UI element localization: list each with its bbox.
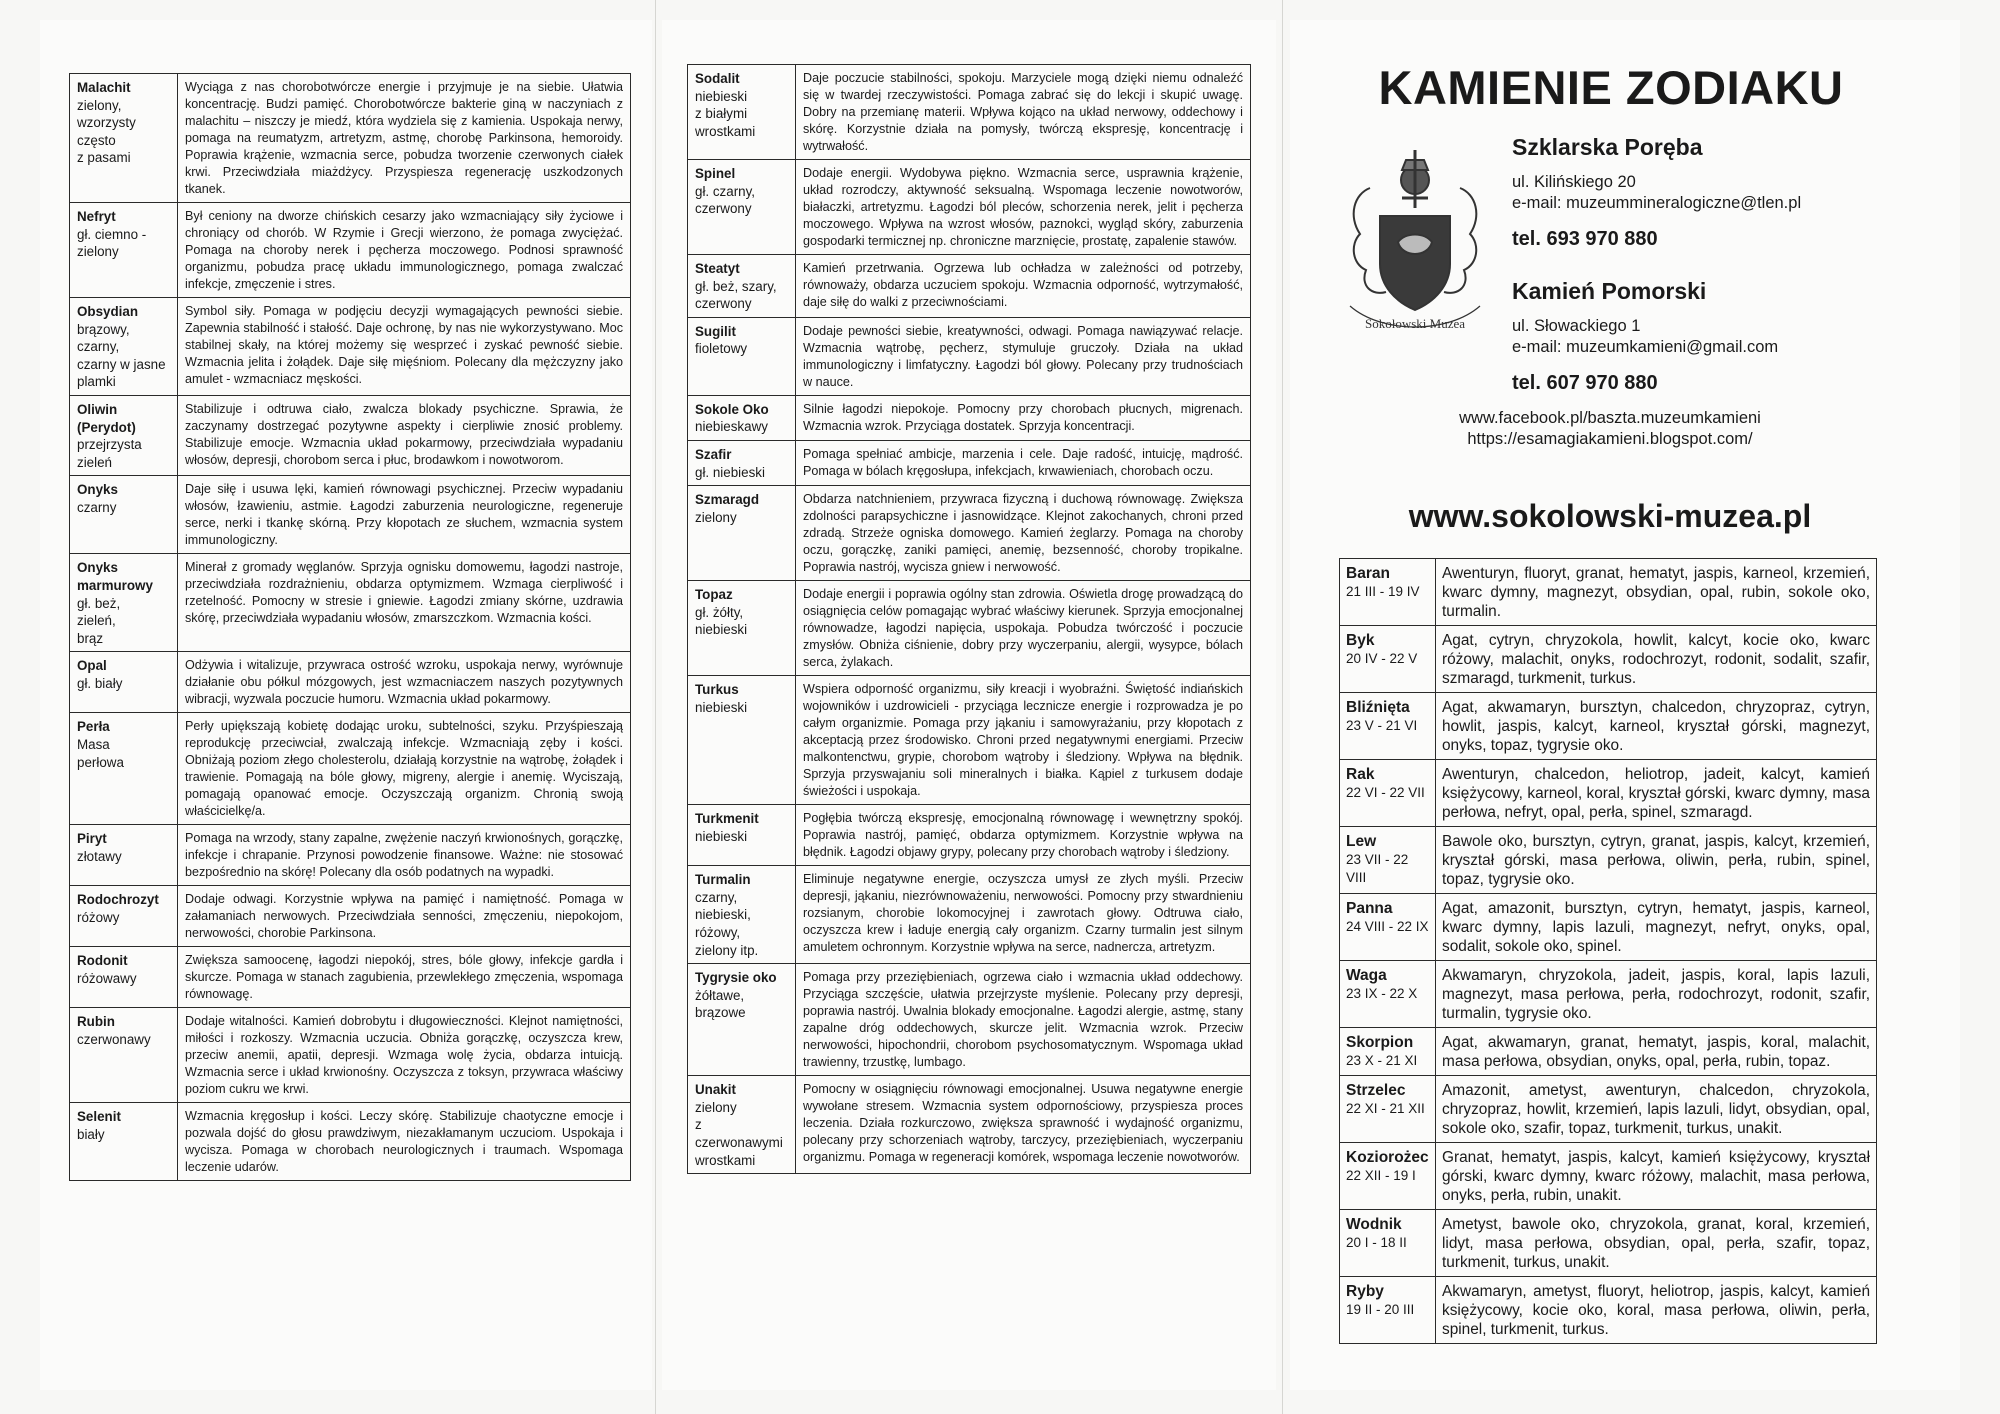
branch-name: Szklarska Poręba [1512, 134, 1703, 160]
branch-address: ul. Kilińskiego 20 [1512, 173, 1636, 191]
zodiac-sign-name: Bliźnięta [1346, 699, 1410, 716]
zodiac-sign-cell [1340, 760, 1436, 827]
zodiac-sign-dates: 20 I - 18 II [1346, 1235, 1407, 1250]
zodiac-sign-name: Waga [1346, 967, 1387, 984]
stone-color: niebieski [695, 828, 748, 844]
stone-row [688, 805, 1251, 866]
zodiac-sign-stones: Ametyst, bawole oko, chryzokola, granat, koral, krzemień, lidyt, masa perłowa, obsydian, opal, perła, szafir, topaz, turkmenit, turkus, unakit. [1436, 1210, 1877, 1277]
stone-name: Malachit [77, 80, 131, 95]
stones-table-left-body [70, 74, 631, 1181]
stone-name: Turmalin [695, 872, 751, 888]
stone-color: gł. czarny, czerwony [695, 183, 756, 217]
stones-table-left [69, 73, 631, 1181]
stone-row [70, 1008, 631, 1103]
fold-line-2 [1282, 0, 1283, 1414]
website-link[interactable]: www.sokolowski-muzea.pl [1408, 498, 1812, 534]
stone-description: Zwiększa samoocenę, łagodzi niepokój, stres, bóle głowy, infekcje gardła i skurcze. Pomaga w stanach zagubienia, przewlekłego zmęczenia, wspomaga równowagę. [178, 947, 631, 1008]
stone-name-cell [70, 476, 178, 554]
stone-description: Daje poczucie stabilności, spokoju. Marzyciele mogą dzięki niemu odnaleźć się w twardej rzeczywistości. Pomaga zabrać się do lekcji i skupić uwagę. Dobry na przemianę materii. Wpływa kojąco na układ nerwowy, oddechowy i skórę. Korzystnie działa na pomysły, twórczą ekspresję, koncentrację i wytrwałość. [796, 65, 1251, 160]
stone-name: Obsydian [77, 304, 139, 319]
stone-row [688, 317, 1251, 395]
zodiac-sign-stones: Agat, cytryn, chryzokola, howlit, kalcyt, kocie oko, kwarc różowy, malachit, onyks, rodochrozyt, rodonit, sodalit, szafir, szmaragd, turkmenit, turkus. [1436, 626, 1877, 693]
stone-description: Minerał z gromady węglanów. Sprzyja ognisku domowemu, łagodzi nastroje, przeciwdziała rozdrażnieniu, obdarza optymizmem. Wzmaga cierpliwość i rzetelność. Pomocny w stresie i gniewie. Łagodzi zmiany skórne, uzdrawia skórę, przeciwdziała wypadaniu włosów, zmarszczkom. Wzmacnia kości. [178, 554, 631, 652]
stone-color: czerwonawy [77, 1031, 151, 1047]
stone-name: Opal [77, 658, 107, 674]
stone-name: Szmaragd [695, 492, 759, 508]
zodiac-sign-cell [1340, 1277, 1436, 1344]
zodiac-sign-dates: 23 X - 21 XI [1346, 1053, 1418, 1068]
stone-name: Steatyt [695, 261, 740, 276]
zodiac-sign-stones: Amazonit, ametyst, awenturyn, chalcedon, chryzokola, chryzopraz, howlit, krzemień, lapis lazuli, lidyt, obsydian, opal, sokole oko, szafir, topaz, turkmenit, turkus, unakit. [1436, 1076, 1877, 1143]
stone-name: Nefryt [77, 209, 116, 224]
stone-color: zielony, wzorzysty często z pasami [77, 97, 136, 166]
stone-color: biały [77, 1126, 105, 1142]
stone-description: Dodaje witalności. Kamień dobrobytu i długowieczności. Klejnot namiętności, miłości i rozkoszy. Wzmacnia uczucia. Obniża gorączkę, oczyszcza krew, przeciw anemii, apatii, depresji. Wzmaga wolę życia, obdarza intuicją. Wzmacnia serce i układ krwionośny. Oczyszcza z toksyn, przywraca właściwy poziom cukru we krwi. [178, 1008, 631, 1103]
stone-row [70, 713, 631, 825]
stone-description: Stabilizuje i odtruwa ciało, zwalcza blokady psychiczne. Sprawia, że zaczynamy dostrzegać pozytywne aspekty i cierpliwie znosić problemy. Stabilizuje emocje. Wzmacnia układ pokarmowy, przeciwdziała wypadaniu włosów, depresji, chorobom serca i płuc, brodawkom i nowotworom. [178, 395, 631, 475]
stone-description: Pomocny w osiągnięciu równowagi emocjonalnej. Usuwa negatywne energie wywołane stresem. Wzmacnia system odpornościowy, przyspiesza proces leczenia. Działa rozkurczowo, zwiększa sprawność i wydajność organizmu, polecany przy schorzeniach wątroby, tarczycy, przeziębieniach, wyczerpaniu organizmu. Pomaga w regeneracji komórek, wspomaga leczenie nowotworów. [796, 1076, 1251, 1174]
stone-row [688, 964, 1251, 1076]
stone-name-cell [688, 255, 796, 318]
zodiac-row [1340, 827, 1877, 894]
stone-row [688, 486, 1251, 581]
stone-description: Pomaga spełniać ambicje, marzenia i cele. Daje radość, intuicję, mądrość. Pomaga w bólach kręgosłupa, infekcjach, krwawieniach, chorobach oczu. [796, 440, 1251, 485]
stone-color: gł. biały [77, 675, 123, 691]
stone-description: Perły upiększają kobietę dodając uroku, subtelności, szyku. Przyśpieszają reprodukcję przeciwciał, zwalczają infekcje. Wzmacniają zęby i kości. Obniżają poziom złego cholesterolu, działają korzystnie na wątrobę, żołądek i trawienie. Pomagają na bóle głowy, migreny, alergie i anemię. Wyciszają, pomagają opanować emocje. Oczyszczają organizm. Chronią swoją właścicielkę/a. [178, 713, 631, 825]
facebook-link[interactable]: www.facebook.pl/baszta.muzeumkamieni [1459, 409, 1761, 427]
stone-name-cell [688, 581, 796, 676]
stone-color: fioletowy [695, 341, 748, 357]
zodiac-sign-stones: Awenturyn, chalcedon, heliotrop, jadeit, kalcyt, kamień księżycowy, karneol, koral, kryształ górski, kwarc dymny, masa perłowa, nefryt, opal, perła, spinel, szmaragd. [1436, 760, 1877, 827]
stone-description: Dodaje energii i poprawia ogólny stan zdrowia. Oświetla drogę prowadzącą do osiągnięcia celów pomagając wybrać właściwy kierunek. Sprzyja emocjonalnej równowadze, łagodzi napięcia, uspokaja. Pobudza twórczość i poczucie zmysłów. Obniża ciśnienie, dobry przy wyczerpaniu, alergii, wysypce, bólach serca, żylakach. [796, 581, 1251, 676]
stone-name-cell [70, 652, 178, 713]
branch-name: Kamień Pomorski [1512, 278, 1707, 304]
stone-row [70, 825, 631, 886]
stone-color: Masa perłowa [77, 736, 124, 770]
stone-description: Wspiera odporność organizmu, siły kreacji i wyobraźni. Świętość indiańskich wojowników i uzdrowicieli - przyciąga lecznicze energie i rozprowadza je po całym organizmie. Pomaga przy jąkaniu i samowyrażaniu, przy kłopotach z akceptacją przez środowisko. Chroni przed negatywnymi energiami. Przeciw malkontenctwu, grypie, chorobom wątroby i śledziony. Wpływa na błędnik. Sprzyja przyswajaniu soli mineralnych i białka. Kąpiel z turkusem dodaje świeżości i uspokaja. [796, 676, 1251, 805]
stone-row [688, 676, 1251, 805]
zodiac-sign-stones: Bawole oko, bursztyn, cytryn, granat, jaspis, kalcyt, krzemień, kryształ górski, masa perłowa, oliwin, perła, rubin, spinel, topaz, tygrysie oko. [1436, 827, 1877, 894]
stone-name: Oliwin (Perydot) [77, 401, 136, 435]
stones-table-middle-body [688, 65, 1251, 1174]
blog-link[interactable]: https://esamagiakamieni.blogspot.com/ [1467, 430, 1753, 448]
stone-name-cell [70, 825, 178, 886]
stone-name-cell [70, 298, 178, 396]
stone-name-cell [688, 395, 796, 440]
zodiac-row [1340, 1277, 1877, 1344]
stone-name-cell [688, 160, 796, 255]
stone-name: Szafir [695, 446, 732, 462]
branch-szklarska-poreba [1512, 132, 1801, 252]
zodiac-sign-stones: Awenturyn, fluoryt, granat, hematyt, jaspis, karneol, krzemień, kwarc dymny, magnezyt, obsydian, opal, rubin, sokole oko, turmalin. [1436, 559, 1877, 626]
zodiac-sign-cell [1340, 559, 1436, 626]
fold-line-1 [655, 0, 656, 1414]
zodiac-sign-dates: 20 IV - 22 V [1346, 651, 1418, 666]
stone-row [688, 65, 1251, 160]
zodiac-sign-stones: Agat, akwamaryn, bursztyn, chalcedon, chryzopraz, cytryn, howlit, jaspis, kalcyt, karneol, kryształ górski, magnezyt, onyks, topaz, tygrysie oko. [1436, 693, 1877, 760]
zodiac-sign-dates: 23 V - 21 VI [1346, 718, 1418, 733]
crest-text: Sokołowski Muzea [1364, 316, 1466, 331]
stone-name-cell [70, 395, 178, 475]
stone-name: Perła [77, 719, 110, 735]
zodiac-sign-dates: 24 VIII - 22 IX [1346, 919, 1429, 934]
stone-description: Pomaga na wrzody, stany zapalne, zwężenie naczyń krwionośnych, gorączkę, infekcje i chrapanie. Przynosi powodzenie finansowe. Ważne: nie stosować bezpośrednio na skórę! Polecany dla osób podatnych na wypadki. [178, 825, 631, 886]
stone-description: Był ceniony na dworze chińskich cesarzy jako wzmacniający siły życiowe i chroniący od chorób. W Rzymie i Grecji wierzono, że pomaga zwyciężać. Pomaga na choroby nerek i pęcherza moczowego. Podnosi sprawność organizmu, pobudza pracę układu immunologicznego, pomaga zwalczać infekcje, zmęczenie i stres. [178, 203, 631, 298]
stone-description: Daje siłę i usuwa lęki, kamień równowagi psychicznej. Przeciw wypadaniu włosów, łzawieniu, astmie. Łagodzi zaburzenia neurologiczne, regeneruje serce, nerki i tkankę skórną. Przy kłopotach ze słuchem, wzmacnia system immunologiczny. [178, 476, 631, 554]
stone-description: Eliminuje negatywne energie, oczyszcza umysł ze złych myśli. Przeciw depresji, jąkaniu, niezrównoważeniu, nerwowości. Pomocny przy stwardnieniu rozsianym, chorobie lokomocyjnej i zawrotach głowy. Odtruwa ciało, oczyszcza krew i ładuje energią cały organizm. Czarny turmalin jest silnym amuletem ochronnym. Korzystnie wpływa na serce, nadnercza, artretyzm. [796, 866, 1251, 964]
zodiac-sign-stones: Agat, akwamaryn, granat, hematyt, jaspis, koral, malachit, masa perłowa, obsydian, onyks, opal, perła, rubin, topaz. [1436, 1028, 1877, 1076]
stone-name-cell [70, 947, 178, 1008]
stone-name-cell [70, 203, 178, 298]
zodiac-row [1340, 1143, 1877, 1210]
zodiac-sign-name: Lew [1346, 833, 1377, 850]
stone-name: Selenit [77, 1109, 121, 1125]
zodiac-sign-dates: 23 VII - 22 VIII [1346, 852, 1409, 885]
zodiac-row [1340, 961, 1877, 1028]
zodiac-sign-name: Skorpion [1346, 1034, 1414, 1051]
zodiac-row [1340, 894, 1877, 961]
stone-name: Sokole Oko [695, 401, 769, 417]
stone-color: zielony z czerwonawymi wrostkami [695, 1099, 783, 1168]
stone-name-cell [688, 65, 796, 160]
stone-color: gł. ciemno - zielony [77, 226, 147, 260]
stone-row [688, 160, 1251, 255]
zodiac-sign-dates: 21 III - 19 IV [1346, 584, 1420, 599]
branch-phone[interactable]: tel. 607 970 880 [1512, 372, 1658, 394]
stone-color: niebieski z białymi wrostkami [695, 88, 756, 139]
stone-name: Sodalit [695, 71, 740, 86]
stone-name-cell [688, 866, 796, 964]
stone-color: niebieski [695, 699, 748, 715]
stone-row [688, 1076, 1251, 1174]
zodiac-sign-name: Panna [1346, 900, 1393, 917]
stone-description: Wyciąga z nas chorobotwórcze energie i przyjmuje je na siebie. Ułatwia koncentrację. Budzi pamięć. Chorobotwórcze bakterie giną w naczyniach z malachitu – niszczy je miedź, która wydziela się z kamienia. Uspokaja nerwy, pomaga na reumatyzm, artretyzm, astmę, chorobę Parkinsona, hemoroidy. Poprawia krążenie, wzmacnia serce, pobudza tworzenie czerwonych ciałek krwi. Przeciwdziała miażdżycy. Przyspiesza regenerację uszkodzonych tkanek. [178, 74, 631, 203]
stone-name: Piryt [77, 831, 107, 847]
stone-row [688, 440, 1251, 485]
stone-color: przejrzysta zieleń [77, 437, 142, 470]
zodiac-sign-cell [1340, 693, 1436, 760]
stone-name-cell [688, 486, 796, 581]
zodiac-sign-name: Ryby [1346, 1283, 1384, 1300]
social-links [1340, 408, 1880, 450]
stone-row [70, 74, 631, 203]
stone-row [70, 652, 631, 713]
stone-name: Turkmenit [695, 811, 759, 827]
zodiac-sign-dates: 19 II - 20 III [1346, 1302, 1415, 1317]
zodiac-row [1340, 760, 1877, 827]
stone-description: Pogłębia twórczą ekspresję, emocjonalną równowagę i wewnętrzny spokój. Poprawia nastrój, pamięć, obdarza optymizmem. Korzystnie wpływa na błędnik. Łagodzi objawy grypy, polecany przy chorobach wątroby i śledziony. [796, 805, 1251, 866]
branch-address: ul. Słowackiego 1 [1512, 317, 1641, 335]
stone-name-cell [70, 74, 178, 203]
stone-color: gł. niebieski [695, 464, 765, 480]
stone-row [70, 395, 631, 475]
stone-description: Pomaga przy przeziębieniach, ogrzewa ciało i wzmacnia układ oddechowy. Przyciąga szczęście, ułatwia przejrzyste myślenie. Polecany przy depresji, poprawia nastrój. Uwalnia blokady emocjonalne. Łagodzi alergie, astmę, stany zapalne dróg oddechowych, skurcze jelit. Wzmacnia wzrok. Przeciw nerwowości, hipochondrii, chorobom psychosomatycznym. Wspomaga układ trawienny, trzustkę, lumbago. [796, 964, 1251, 1076]
zodiac-sign-cell [1340, 1143, 1436, 1210]
brochure-title: KAMIENIE ZODIAKU [1378, 61, 1844, 114]
stone-color: różowawy [77, 970, 137, 986]
stone-description: Silnie łagodzi niepokoje. Pomocny przy chorobach płucnych, migrenach. Wzmacnia wzrok. Przyciąga dostatek. Sprzyja koncentracji. [796, 395, 1251, 440]
stone-description: Dodaje odwagi. Korzystnie wpływa na pamięć i namiętność. Pomaga w załamaniach nerwowych. Przeciwdziała senności, zmęczeniu, niepokojom, nerwowości, chorobie Parkinsona. [178, 886, 631, 947]
zodiac-row [1340, 626, 1877, 693]
branch-email[interactable]: e-mail: muzeumkamieni@gmail.com [1512, 338, 1779, 356]
zodiac-sign-stones: Agat, amazonit, bursztyn, cytryn, hematyt, jaspis, karneol, kwarc dymny, lapis lazuli, magnezyt, nefryt, onyks, opal, sodalit, sokole oko, spinel. [1436, 894, 1877, 961]
museum-crest-logo [1342, 146, 1488, 342]
zodiac-row [1340, 559, 1877, 626]
zodiac-row [1340, 693, 1877, 760]
stone-name-cell [688, 1076, 796, 1174]
branch-email[interactable]: e-mail: muzeummineralogiczne@tlen.pl [1512, 194, 1802, 212]
stone-row [70, 203, 631, 298]
stone-row [70, 886, 631, 947]
zodiac-sign-stones: Akwamaryn, chryzokola, jadeit, jaspis, koral, lapis lazuli, magnezyt, masa perłowa, perła, rodochrozyt, rodonit, szafir, turmalin, tygrysie oko. [1436, 961, 1877, 1028]
zodiac-sign-name: Byk [1346, 632, 1375, 649]
stone-name-cell [70, 554, 178, 652]
zodiac-sign-name: Wodnik [1346, 1216, 1402, 1233]
stone-color: różowy [77, 909, 120, 925]
stone-name-cell [688, 440, 796, 485]
zodiac-sign-cell [1340, 1028, 1436, 1076]
zodiac-sign-name: Strzelec [1346, 1082, 1406, 1099]
stone-color: czarny [77, 499, 117, 515]
zodiac-sign-name: Koziorożec [1346, 1149, 1429, 1166]
stone-color: gł. beż, szary, czerwony [695, 278, 777, 312]
stone-name-cell [70, 1103, 178, 1181]
zodiac-sign-stones: Granat, hematyt, jaspis, kalcyt, kamień księżycowy, kryształ górski, kwarc dymny, kwarc różowy, malachit, masa perłowa, onyks, perła, rubin, unakit. [1436, 1143, 1877, 1210]
zodiac-sign-cell [1340, 894, 1436, 961]
stone-name: Onyks marmurowy [77, 560, 153, 593]
stone-name: Tygrysie oko [695, 970, 777, 986]
stone-name: Sugilit [695, 323, 736, 339]
zodiac-table [1339, 558, 1877, 1344]
stone-name: Rodochrozyt [77, 892, 159, 908]
stone-name-cell [70, 1008, 178, 1103]
stone-color: gł. żółty, niebieski [695, 604, 748, 638]
stone-row [688, 581, 1251, 676]
zodiac-sign-cell [1340, 961, 1436, 1028]
stone-name-cell [688, 317, 796, 395]
zodiac-sign-dates: 22 XI - 21 XII [1346, 1101, 1425, 1116]
stone-row [70, 476, 631, 554]
stone-name-cell [70, 886, 178, 947]
stone-description: Dodaje pewności siebie, kreatywności, odwagi. Pomaga nawiązywać relacje. Wzmacnia wątrobę, pęcherz, stymuluje gruczoły. Działa na układ immunologiczny i limfatyczny. Łagodzi ból głowy. Polecany przy trudnościach w nauce. [796, 317, 1251, 395]
stone-color: złotawy [77, 848, 122, 864]
stone-color: niebieskawy [695, 419, 768, 435]
zodiac-sign-name: Baran [1346, 565, 1390, 582]
zodiac-sign-cell [1340, 827, 1436, 894]
branch-kamien-pomorski [1512, 276, 1778, 396]
stone-color: czarny, niebieski, różowy, zielony itp. [695, 889, 759, 958]
zodiac-sign-name: Rak [1346, 766, 1375, 783]
stone-color: zielony [695, 509, 737, 525]
stone-description: Odżywia i witalizuje, przywraca ostrość wzroku, uspokaja nerwy, wyrównuje działanie obu półkul mózgowych, jest wzmacniaczem naszych pozytywnych wibracji, wyzwala poczucie humoru. Wzmacnia układ pokarmowy. [178, 652, 631, 713]
stone-color: brązowy, czarny, czarny w jasne plamki [77, 321, 166, 390]
stone-name: Unakit [695, 1082, 736, 1098]
branch-phone[interactable]: tel. 693 970 880 [1512, 228, 1658, 250]
stone-color: żółtawe, brązowe [695, 987, 746, 1021]
stone-row [70, 554, 631, 652]
stone-color: gł. beż, zieleń, brąz [77, 595, 121, 646]
zodiac-row [1340, 1076, 1877, 1143]
stone-row [688, 255, 1251, 318]
stone-description: Obdarza natchnieniem, przywraca fizyczną i duchową równowagę. Zwiększa zdolności parapsychiczne i jasnowidzące. Klejnot zakochanych, chroni przed zdradą. Strzeże ogniska domowego. Kamień żeglarzy. Pomaga na choroby oczu, gorączkę, zaniki pamięci, anemię, bezsenność, choroby tropikalne. Poprawia nastrój, wycisza gniew i nerwowość. [796, 486, 1251, 581]
stone-name: Spinel [695, 166, 736, 181]
zodiac-sign-stones: Akwamaryn, ametyst, fluoryt, heliotrop, jaspis, kalcyt, kamień księżycowy, kocie oko, koral, masa perłowa, oliwin, perła, spinel, turkmenit, turkus. [1436, 1277, 1877, 1344]
zodiac-row [1340, 1210, 1877, 1277]
zodiac-table-body [1340, 559, 1877, 1344]
zodiac-sign-cell [1340, 626, 1436, 693]
stone-description: Kamień przetrwania. Ogrzewa lub ochładza w zależności od potrzeby, równoważy, obdarza uczuciem spokoju. Wzmacnia odporność, wytrzymałość, daje siłę do walki z przeciwnościami. [796, 255, 1251, 318]
stone-description: Dodaje energii. Wydobywa piękno. Wzmacnia serce, usprawnia krążenie, układ rozrodczy, aktywność seksualną. Wspomaga leczenie nowotworów, białaczki, artretyzmu. Łagodzi ból pleców, schorzenia nerek, jelit i pęcherza moczowego. Wpływa na wzrost włosów, paznokci, wygląd skóry, zaburzenia gospodarki termicznej np. chroniczne marznięcie, prostatę, zapalenie stawów. [796, 160, 1251, 255]
stone-name: Turkus [695, 682, 739, 698]
stone-name: Rubin [77, 1014, 115, 1030]
stone-name-cell [688, 964, 796, 1076]
stone-row [688, 866, 1251, 964]
zodiac-sign-dates: 22 VI - 22 VII [1346, 785, 1425, 800]
zodiac-row [1340, 1028, 1877, 1076]
stone-row [70, 298, 631, 396]
stone-name: Topaz [695, 587, 733, 603]
zodiac-sign-cell [1340, 1076, 1436, 1143]
stone-row [70, 947, 631, 1008]
stones-table-middle [687, 64, 1251, 1174]
stone-name: Rodonit [77, 953, 128, 969]
stone-description: Wzmacnia kręgosłup i kości. Leczy skórę. Stabilizuje chaotyczne emocje i pozwala dojść do głosu prawdziwym, niezakłamanym uczuciom. Uspokaja i wycisza. Pomaga w chorobach neurologicznych i traumach. Wspomaga leczenie udarów. [178, 1103, 631, 1181]
stone-name-cell [688, 805, 796, 866]
stone-row [688, 395, 1251, 440]
zodiac-sign-dates: 22 XII - 19 I [1346, 1168, 1416, 1183]
stone-name: Onyks [77, 482, 118, 498]
zodiac-sign-dates: 23 IX - 22 X [1346, 986, 1418, 1001]
stone-name-cell [688, 676, 796, 805]
zodiac-sign-cell [1340, 1210, 1436, 1277]
stone-description: Symbol siły. Pomaga w podjęciu decyzji wymagających pewności siebie. Zapewnia stabilność i stałość. Daje ochronę, by nas nie wykorzystywano. Moc stabilnej skały, na której możemy się wesprzeć i zyskać pewność siebie. Wzmacnia jelita i żołądek. Daje siłę mięśniom. Polecany dla mężczyzny jako amulet - wzmacniacz męskości. [178, 298, 631, 396]
stone-row [70, 1103, 631, 1181]
stone-name-cell [70, 713, 178, 825]
